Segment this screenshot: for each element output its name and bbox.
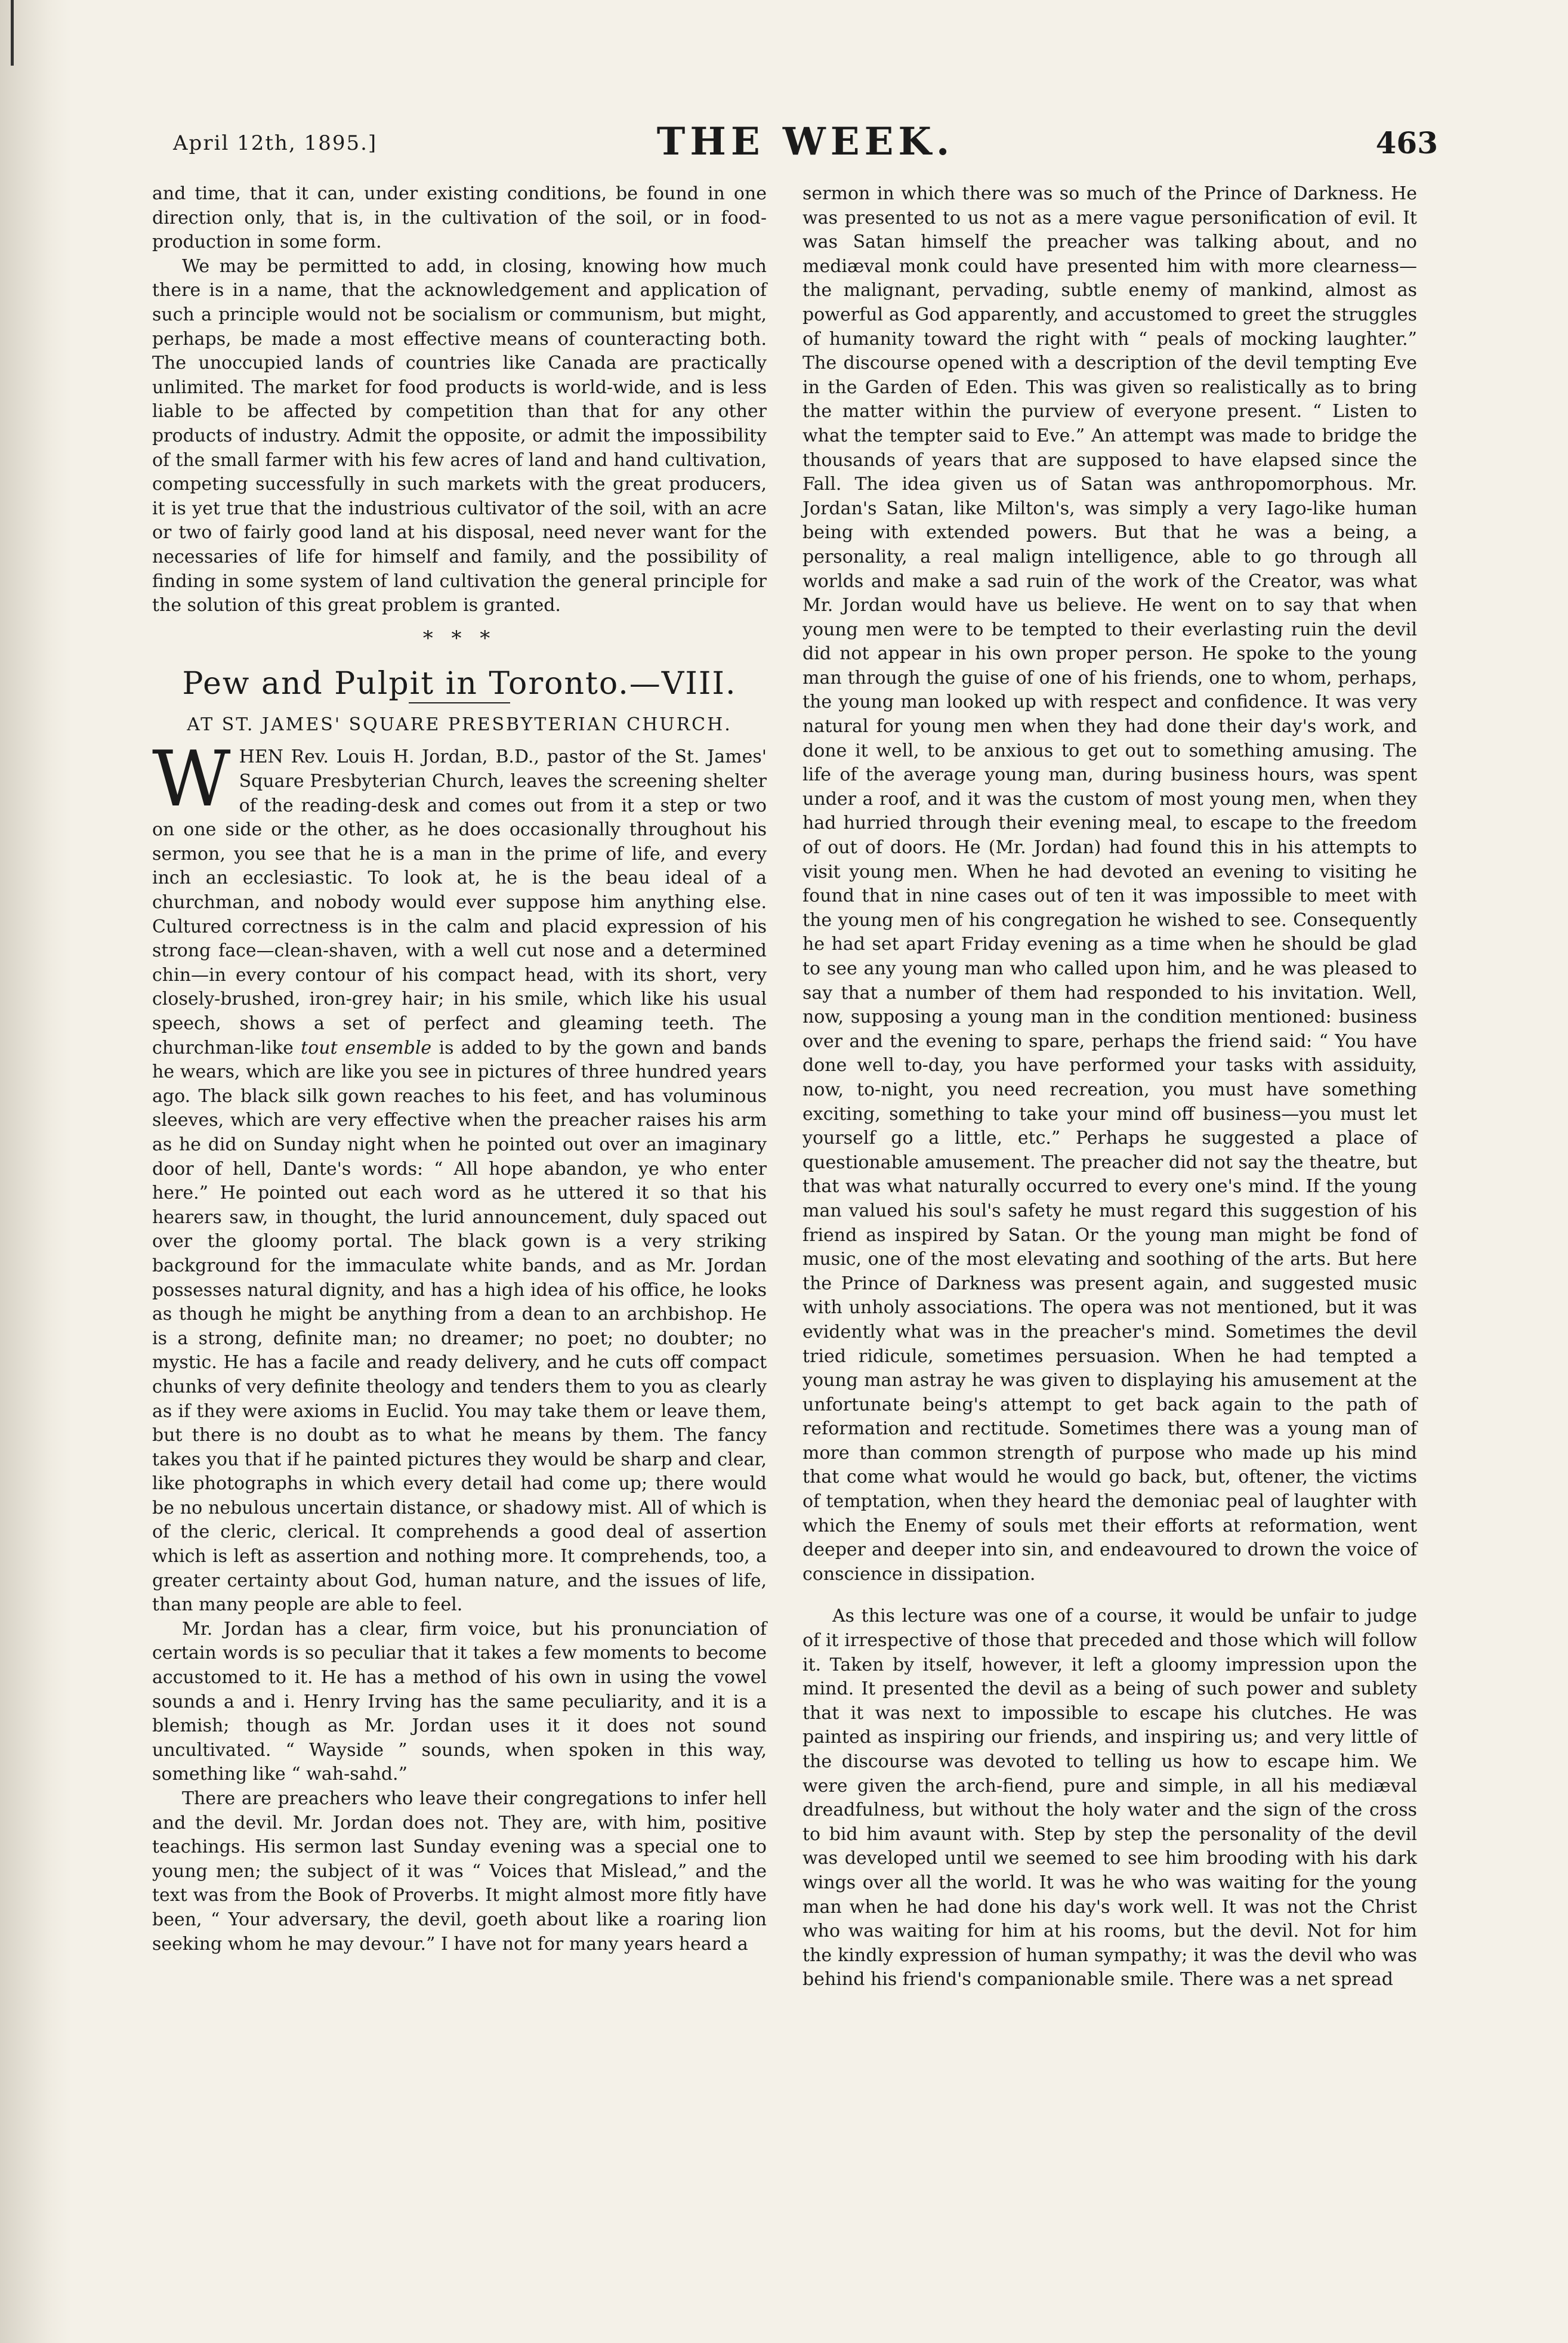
article-title: Pew and Pulpit in Toronto.—VIII. — [182, 666, 737, 702]
italic-phrase: tout ensemble — [301, 1037, 432, 1058]
article-subtitle: AT ST. JAMES' SQUARE PRESBYTERIAN CHURCH. — [187, 714, 732, 735]
left-column — [152, 182, 767, 1956]
left-paragraph-1: and time, that it can, under existing conditions, be found in one direction only, that is, in the cultivation of the soil, or in food-production in some form. — [152, 183, 767, 253]
left-paragraph-3 — [152, 735, 767, 1617]
left-paragraph-5: There are preachers who leave their congregations to infer hell and the devil. Mr. Jordan does not. They are, with him, positive teachings. His sermon last Sunday evening was a special one to young men; the subject of it was “ Voices that Mislead,” and the text was from the Book of Proverbs. It might almost more fitly have been, “ Your adversary, the devil, goeth about like a roaring lion seeking whom he may devour.” I have not for many years heard a — [152, 1788, 767, 1955]
right-paragraph-2: As this lecture was one of a course, it would be unfair to judge of it irrespective of those that preceded and those which will follow it. Taken by itself, however, it left a gloomy impression upon the mind. It presented the devil as a being of such power and sublety that it was next to impossible to escape his clutches. He was painted as inspiring our friends, and inspiring us; and very little of the discourse was devoted to telling us how to escape him. We were given the arch-fiend, pure and simple, in all his mediæval dreadfulness, but without the holy water and the sign of the cross to bid him avaunt with. Step by step the personality of the devil was developed until we seemed to see him brooding with his dark wings over all the world. It was he who was waiting for the young man when he had done his day's work well. It was not the Christ who was waiting for him at his rooms, but the devil. Not for him the kindly expression of human sympathy; it was the devil who was behind his friend's companionable smile. There was a net spread — [802, 1606, 1417, 1990]
section-ornament: * * * — [422, 626, 496, 650]
right-paragraph-1: sermon in which there was so much of the Prince of Darkness. He was presented to us not as a mere vague personification of evil. It was Satan himself the preacher was talking about, and no mediæval monk could have presented him with more clearness—the malignant, pervading, subtle enemy of mankind, almost as powerful as God apparently, and accustomed to greet the struggles of humanity toward the right with “ peals of mocking laughter.” The discourse opened with a description of the devil tempting Eve in the Garden of Eden. This was given so realistically as to bring the matter within the purview of everyone present. “ Listen to what the tempter said to Eve.” An attempt was made to bridge the thousands of years that are supposed to have elapsed since the Fall. The idea given us of Satan was anthropomorphous. Mr. Jordan's Satan, like Milton's, was simply a very Iago-like human being with extended powers. But that he was a being, a personality, a real malign intelligence, able to go through all worlds and make a sad ruin of the work of the Creator, was what Mr. Jordan would have us believe. He went on to say that when young men were to be tempted to their everlasting ruin the devil did not appear in his own proper person. He spoke to the young man through the guise of one of his friends, one to whom, perhaps, the young man looked up with respect and confidence. It was very natural for young men when they had done their day's work, and done it well, to be anxious to get out to something amusing. The life of the average young man, during business hours, was spent under a roof, and it was the custom of most young men, when they had hurried through their evening meal, to escape to the freedom of out of doors. He (Mr. Jordan) had found this in his attempts to visit young men. When he had devoted an evening to visiting he found that in nine cases out of ten it was impossible to meet with the young men of his congregation he wished to see. Consequently he had set apart Friday evening as a time when he should be glad to see any young man who called upon him, and he was pleased to say that a number of them had responded to his invitation. Well, now, supposing a young man in the condition mentioned: business over and the evening to spare, perhaps the friend said: “ You have done well to-day, you have performed your tasks with assiduity, now, to-night, you need recreation, you must have something exciting, something to take your mind off business—you must let yourself go a little, etc.” Perhaps he suggested a place of questionable amusement. The preacher did not say the theatre, but that was what naturally occurred to every one's mind. If the young man valued his soul's safety he must regard this suggestion of his friend as inspired by Satan. Or the young man might be fond of music, one of the most elevating and soothing of the arts. But here the Prince of Darkness was present again, and suggested music with unholy associations. The opera was not mentioned, but it was evidently what was in the preacher's mind. Sometimes the devil tried ridicule, sometimes persuasion. When he had tempted a young man astray he was given to displaying his amusement at the unfortunate being's attempt to get back again to the path of reformation and rectitude. Sometimes there was a young man of more than common strength of purpose who made up his mind that come what would he would go back, but, oftener, the victims of temptation, when they heard the demoniac peal of laughter with which the Enemy of souls met their efforts at reformation, went deeper and deeper into sin, and endeavoured to drown the voice of conscience in dissipation. — [802, 183, 1417, 1585]
binding-mark — [11, 0, 14, 66]
publication-title: THE WEEK. — [656, 119, 955, 164]
page-edge-shadow — [0, 0, 72, 2343]
page-header — [173, 119, 1438, 167]
paragraph-3-text-b: is added to by the gown and bands he wears, which are like you see in pictures of three hundred years ago. The black silk gown reaches to his feet, and has voluminous sleeves, which are very effective when the preacher raises his arm as he did on Sunday night when he pointed out over an imaginary door of hell, Dante's words: “ All hope abandon, ye who enter here.” He pointed out each word as he uttered it so that his hearers saw, in thought, the lurid announcement, duly spaced out over the gloomy portal. The black gown is a very striking background for the immaculate white bands, and as Mr. Jordan possesses natural dignity, and has a high idea of his office, he looks as though he might be anything from a dean to an archbishop. He is a strong, definite man; no dreamer; no poet; no doubter; no mystic. He has a facile and ready delivery, and he cuts off compact chunks of very definite theology and tenders them to you as clearly as if they were axioms in Euclid. You may take them or leave them, but there is no doubt as to what he means by them. The fancy takes you that if he painted pictures they would be sharp and clear, like photographs in which every detail had come up; there would be no nebulous uncertain distance, or shadowy mist. All of which is of the cleric, clerical. It comprehends a good deal of assertion which is left as assertion and nothing more. It comprehends, too, a greater certainty about God, human nature, and the issues of life, than many people are able to feel. — [152, 1037, 767, 1616]
left-paragraph-4: Mr. Jordan has a clear, firm voice, but his pronunciation of certain words is so peculiar that it takes a few moments to become accustomed to it. He has a method of his own in using the vowel sounds a and i. Henry Irving has the same peculiarity, and it is a blemish; though as Mr. Jordan uses it it does not sound uncultivated. “ Wayside ” sounds, when spoken in this way, something like “ wah-sahd.” — [152, 1618, 767, 1785]
paragraph-3-text-a: HEN Rev. Louis H. Jordan, B.D., pastor of the St. James' Square Presbyterian Church, leaves the screening shelter of the reading-desk and comes out from it a step or two on one side or the other, as he does occasionally throughout his sermon, you see that he is a man in the prime of life, and every inch an ecclesiastic. To look at, he is the beau ideal of a churchman, and nobody would ever suppose him anything else. Cultured correctness is in the calm and placid expression of his strong face—clean-shaven, with a well cut nose and a determined chin—in every contour of his compact head, with its short, very closely-brushed, iron-grey hair; in his smile, which like his usual speech, shows a set of perfect and gleaming teeth. The churchman-like — [152, 746, 767, 1058]
left-paragraph-2: We may be permitted to add, in closing, knowing how much there is in a name, that the acknowledgement and application of such a principle would not be socialism or communism, but might, perhaps, be made a most effective means of counteracting both. The unoccupied lands of countries like Canada are practically unlimited. The market for food products is world-wide, and is less liable to be affected by competition than that for any other products of industry. Admit the opposite, or admit the impossibility of the small farmer with his few acres of land and hand cultivation, competing successfully in such markets with the great producers, it is yet true that the industrious cultivator of the soil, with an acre or two of fairly good land at his disposal, need never want for the necessaries of life for himself and family, and the possibility of finding in some system of land cultivation the general principle for the solution of this great problem is granted. — [152, 255, 767, 616]
right-column — [802, 182, 1417, 1992]
issue-date: April 12th, 1895.] — [173, 131, 378, 155]
title-divider — [409, 702, 510, 703]
drop-cap: W — [152, 735, 231, 825]
page-number: 463 — [1375, 125, 1438, 160]
